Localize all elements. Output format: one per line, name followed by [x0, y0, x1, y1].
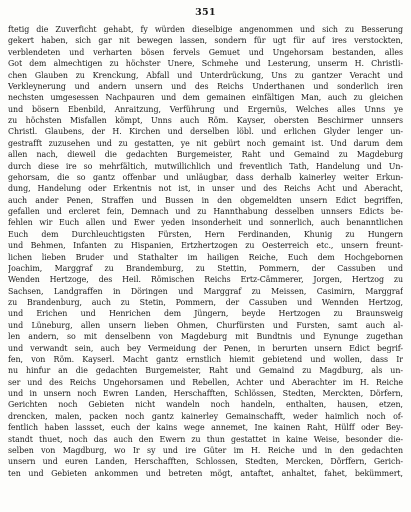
page-number: 351 [195, 7, 216, 18]
text-line: Joachim, Marggraf zu Brandemburg, zu Stettin, Pommern, der Cassuben und [8, 263, 403, 273]
text-line: auch ander Penen, Straffen und Bussen in den obgemeldten unsern Edict begriffen, [8, 195, 403, 205]
text-line: zu höchsten Misfallen kömpt, Unns auch Röm. Kayser, obersten Beschirmer unnsers [8, 116, 403, 125]
text-line: chen Glauben zu Krenckung, Abfall und Unterdrückung, Uns zu gantzer Veracht und [8, 70, 403, 80]
text-line: fentlich haben lassset, euch der kains wege annemet, Ine kainen Raht, Hülff oder Bey- [8, 423, 403, 433]
text-line: lichen lieben Bruder und Stathalter im hailigen Reiche, Euch dem Hochgebornen [8, 252, 403, 262]
text-line: gehorsam, die so gantz offenbar und unläugbar, dass derhalb kainerley weiter Erkun- [8, 172, 403, 182]
text-line: gestrafft zuzusehen und zu gestatten, ye nit gebürt noch gemaint ist. Und darum dem [8, 138, 403, 148]
text-line: ten und Gebieten ankommen und betreten mögt, antaftet, anhaltet, fahet, bekümmert, [8, 468, 403, 478]
text-line: drencken, malen, packen noch gantz kainerley Gemainschafft, weder haimlich noch of- [8, 411, 403, 421]
text-line: Got dem almechtigen zu höchster Unere, Schmehe und Lesterung, unserm H. Christli- [8, 59, 403, 69]
text-line: nu hinfur an die gedachten Burgemeister, Raht und Gemaind zu Magdburg, als un- [8, 366, 403, 376]
text-line: selben von Magdburg, wo Ir sy und ire Güter im H. Reiche und in den gedachten [8, 445, 403, 455]
text-line: unsern und euren Landen, Herschafften, Schlossen, Stedten, Mercken, Dörffern, Gerich- [8, 457, 403, 467]
text-line: Gerichten noch Gebieten nicht wandeln noch handeln, enthalten, hausen, etzen, [8, 400, 403, 410]
text-line: standt thuet, noch das auch den Ewern zu thun gestattet in kaine Weise, besonder die- [8, 434, 403, 444]
text-line: dung, Handelung oder Erkentnis not ist, in unser und des Reichs Acht und Aberacht, [8, 184, 403, 194]
text-line: verblendeten und verharten bösen fervels Gemuet und Ungehorsam bestanden, alles [8, 47, 403, 57]
body-text [8, 24, 403, 479]
text-line: und Lüneburg, allen unsern lieben Ohmen, Churfürsten und Fursten, samt auch al- [8, 320, 403, 330]
text-line: allen nach, dieweil die gedachten Burgemeister, Raht und Gemaind zu Magdeburg [8, 150, 403, 160]
text-line: fehlen wir Euch allen und Ewer yeden insonderheit und sonnerlich, auch benanntlichen [8, 218, 403, 228]
text-line: Wenden Hertzoge, des Heil. Römischen Reichs Ertz-Cämmerer, Jorgen, Hertzog zu [8, 275, 403, 285]
text-line: fen, von Röm. Kayserl. Macht gantz ernstlich hiemit gebietend und wollen, dass Ir [8, 354, 403, 364]
text-line: ser und des Reichs Ungehorsamen und Rebellen, Achter und Aberachter im H. Reiche [8, 377, 403, 387]
text-line: Euch dem Durchleuchtigsten Fürsten, Hern Ferdinanden, Khunig zu Hungern [8, 229, 403, 239]
text-line: Sachsen, Landgraffen in Döringen und Marggraf zu Meissen, Casimirn, Marggraf [8, 286, 403, 296]
text-line: nechsten umgesessen Nachpauren und dem gemainen einfältigen Man, auch zu gleichen [8, 93, 403, 103]
text-line: durch diese ire so mehrfältich, mutwillichlich und freventlich Tath, Handelung und Un- [8, 161, 403, 171]
text-line: gekert haben, sich gar nit bewegen lassen, sondern für ugt für auf ires verstockten, [8, 36, 403, 46]
text-line: ftetig die Zuverficht gehabt, fy würden dieselbige angenommen und sich zu Besserung [8, 25, 403, 34]
text-line: und in unsern noch Ewren Landen, Herschafften, Schlössen, Stedten, Merckten, Dörfern, [8, 389, 403, 398]
text-line: Christl. Glaubens, der H. Kirchen und derselben löbl. und erlichen Glyder lenger un- [8, 127, 403, 137]
text-line: len andern, so mit denselbenn von Magdeburg mit Bundtnis und Eynunge zugethan [8, 332, 403, 342]
text-line: gefallen und ercleret fein, Demnach und zu Hannthabung desselben unnsers Edicts be- [8, 207, 403, 216]
text-line: und verwandt sein, auch bey Vermeidung der Penen, in berurten unsern Edict begrif- [8, 343, 403, 353]
text-line: und Erichen und Henrichen dem Jüngern, beyde Hertzogen zu Braunsweig [8, 309, 403, 319]
text-line: Verkleynerung und andern unsern und des Reichs Underthanen und sonderlich iren [8, 81, 403, 91]
text-line: und bösern Ebenbild, Anraitzung, Verführung und Ergernüs, Welches alles Unns ye [8, 104, 403, 114]
text-line: zu Brandenburg, auch zu Stetin, Pommern, der Cassuben und Wennden Hertzog, [8, 298, 403, 307]
text-line: und Behmen, Infanten zu Hispanien, Ertzhertzogen zu Oesterreich etc., unsern freunt- [8, 241, 403, 251]
